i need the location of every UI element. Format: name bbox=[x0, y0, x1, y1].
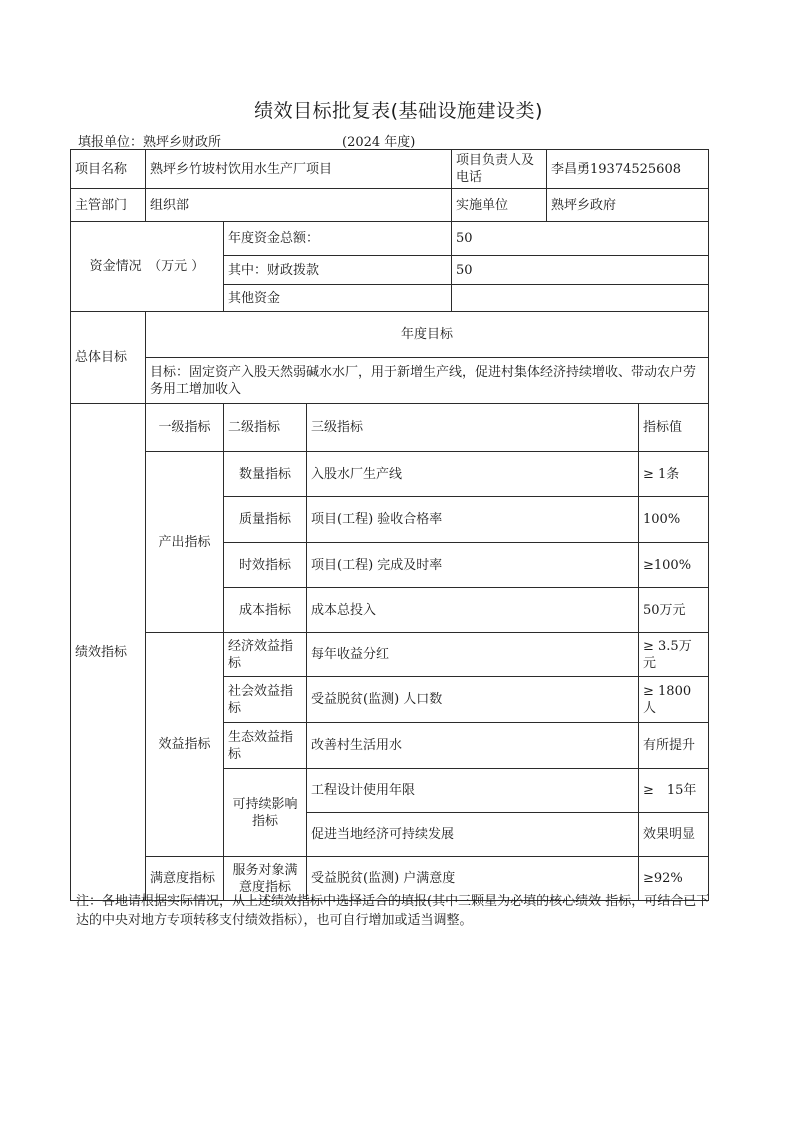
indicator-level3: 工程设计使用年限 bbox=[307, 769, 639, 813]
project-leader-label: 项目负责人及电话 bbox=[452, 150, 547, 189]
funding-fiscal-label: 其中：财政拨款 bbox=[224, 256, 452, 285]
reporting-year: (2024 年度) bbox=[342, 135, 416, 150]
header-level3: 三级指标 bbox=[307, 404, 639, 452]
funding-other-value bbox=[452, 285, 709, 312]
benefit-indicators-label: 效益指标 bbox=[146, 633, 224, 857]
indicator-level3: 项目(工程) 验收合格率 bbox=[307, 497, 639, 543]
funding-other-label: 其他资金 bbox=[224, 285, 452, 312]
indicator-level3: 受益脱贫(监测) 人口数 bbox=[307, 677, 639, 723]
annual-goal-header: 年度目标 bbox=[146, 312, 709, 358]
funding-total-label: 年度资金总额： bbox=[224, 222, 452, 256]
project-name-value: 熟坪乡竹坡村饮用水生产厂项目 bbox=[146, 150, 452, 189]
indicator-value: 有所提升 bbox=[639, 723, 709, 769]
overall-goal-label: 总体目标 bbox=[71, 312, 146, 404]
indicator-level3: 促进当地经济可持续发展 bbox=[307, 813, 639, 857]
funding-label: 资金情况 （万元 ） bbox=[71, 222, 224, 312]
indicator-level3: 每年收益分红 bbox=[307, 633, 639, 677]
satisfaction-indicators-label: 满意度指标 bbox=[146, 857, 224, 901]
indicator-value: ≥92% bbox=[639, 857, 709, 901]
indicator-level3: 改善村生活用水 bbox=[307, 723, 639, 769]
indicator-level2: 经济效益指标 bbox=[224, 633, 307, 677]
indicator-value: ≥100% bbox=[639, 543, 709, 588]
performance-table bbox=[70, 149, 709, 901]
dept-label: 主管部门 bbox=[71, 189, 146, 222]
indicator-level2: 时效指标 bbox=[224, 543, 307, 588]
indicator-level2: 服务对象满意度指标 bbox=[224, 857, 307, 901]
indicator-level3: 入股水厂生产线 bbox=[307, 452, 639, 497]
indicators-label: 绩效指标 bbox=[71, 404, 146, 901]
sustain-indicators-label: 可持续影响指标 bbox=[224, 769, 307, 857]
indicator-value: 效果明显 bbox=[639, 813, 709, 857]
indicator-level2: 成本指标 bbox=[224, 588, 307, 633]
funding-fiscal-value: 50 bbox=[452, 256, 709, 285]
funding-total-value: 50 bbox=[452, 222, 709, 256]
indicator-value: 100% bbox=[639, 497, 709, 543]
project-leader-value: 李昌勇19374525608 bbox=[547, 150, 709, 189]
header-level1: 一级指标 bbox=[146, 404, 224, 452]
reporting-unit: 填报单位：熟坪乡财政所 bbox=[78, 135, 222, 150]
indicator-value: ≥ 15年 bbox=[639, 769, 709, 813]
impl-unit-label: 实施单位 bbox=[452, 189, 547, 222]
page-title: 绩效目标批复表(基础设施建设类) bbox=[254, 100, 543, 122]
indicator-value: ≥ 3.5万元 bbox=[639, 633, 709, 677]
indicator-level2: 数量指标 bbox=[224, 452, 307, 497]
indicator-level2: 社会效益指标 bbox=[224, 677, 307, 723]
header-value: 指标值 bbox=[639, 404, 709, 452]
footnote: 注：各地请根据实际情况，从上述绩效指标中选择适合的填报(其中三颗星为必填的核心绩效 指标，可结合已下达的中央对地方专项转移支付绩效指标），也可自行增加或适当调整。 bbox=[76, 894, 710, 928]
indicator-level2: 质量指标 bbox=[224, 497, 307, 543]
indicator-level3: 成本总投入 bbox=[307, 588, 639, 633]
indicator-value: ≥ 1条 bbox=[639, 452, 709, 497]
header-level2: 二级指标 bbox=[224, 404, 307, 452]
indicator-value: ≥ 1800人 bbox=[639, 677, 709, 723]
project-name-label: 项目名称 bbox=[71, 150, 146, 189]
indicator-value: 50万元 bbox=[639, 588, 709, 633]
dept-value: 组织部 bbox=[146, 189, 452, 222]
indicator-level2: 生态效益指标 bbox=[224, 723, 307, 769]
indicator-level3: 项目(工程) 完成及时率 bbox=[307, 543, 639, 588]
indicator-level3: 受益脱贫(监测) 户满意度 bbox=[307, 857, 639, 901]
annual-goal-text: 目标：固定资产入股天然弱碱水水厂，用于新增生产线，促进村集体经济持续增收、带动农户劳务用工增加收入 bbox=[146, 358, 709, 404]
impl-unit-value: 熟坪乡政府 bbox=[547, 189, 709, 222]
output-indicators-label: 产出指标 bbox=[146, 452, 224, 633]
